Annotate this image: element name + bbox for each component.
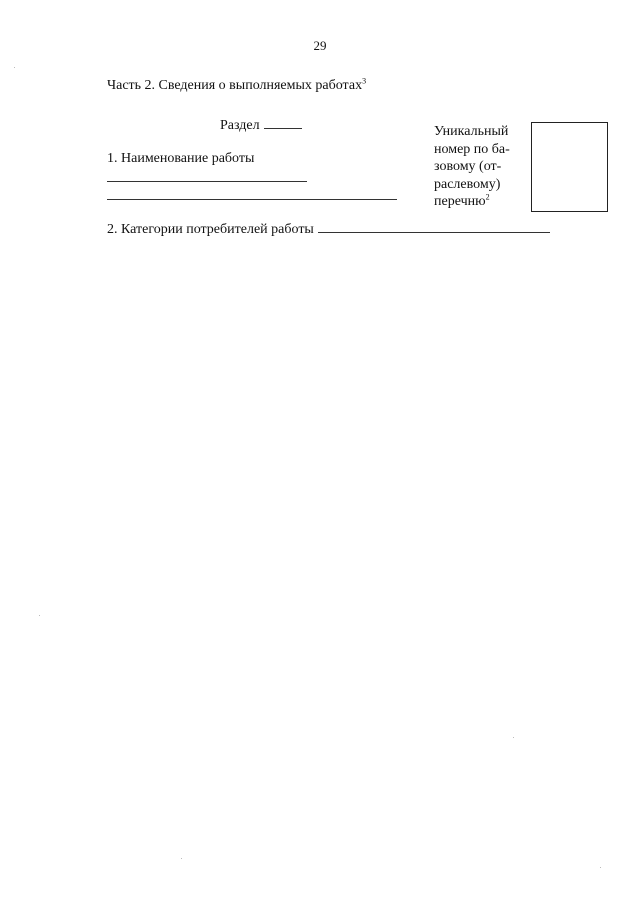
unique-number-label [434, 123, 524, 211]
page-number: 29 [313, 38, 327, 53]
scan-speck [39, 615, 40, 616]
work-name-line-2 [107, 199, 397, 200]
unique-number-line-4: раслевому) [434, 176, 501, 192]
work-name-line-1 [107, 181, 307, 182]
section-line [220, 116, 302, 134]
unique-number-box [531, 122, 608, 212]
scan-speck [181, 858, 182, 859]
section-number-blank [264, 116, 302, 129]
consumer-category-line [107, 220, 550, 238]
scan-speck [600, 867, 601, 868]
consumer-category-label: 2. Категории потребителей работы [107, 222, 314, 237]
section-label: Раздел [220, 118, 260, 133]
work-name-label: 1. Наименование работы [107, 151, 255, 166]
part-title-footnote: 3 [362, 76, 367, 86]
scan-speck [14, 67, 15, 68]
consumer-category-blank [318, 220, 550, 233]
unique-number-line-5-text: перечню [434, 194, 486, 209]
unique-number-line-3: зовому (от- [434, 159, 502, 174]
part-title [107, 78, 366, 94]
unique-number-line-5 [434, 193, 524, 211]
unique-number-line-2: номер по ба- [434, 141, 510, 157]
unique-number-footnote: 2 [485, 192, 490, 202]
scan-speck [513, 737, 514, 738]
unique-number-line-1: Уникальный [434, 124, 509, 139]
part-title-text: Часть 2. Сведения о выполняемых работах [107, 78, 363, 93]
